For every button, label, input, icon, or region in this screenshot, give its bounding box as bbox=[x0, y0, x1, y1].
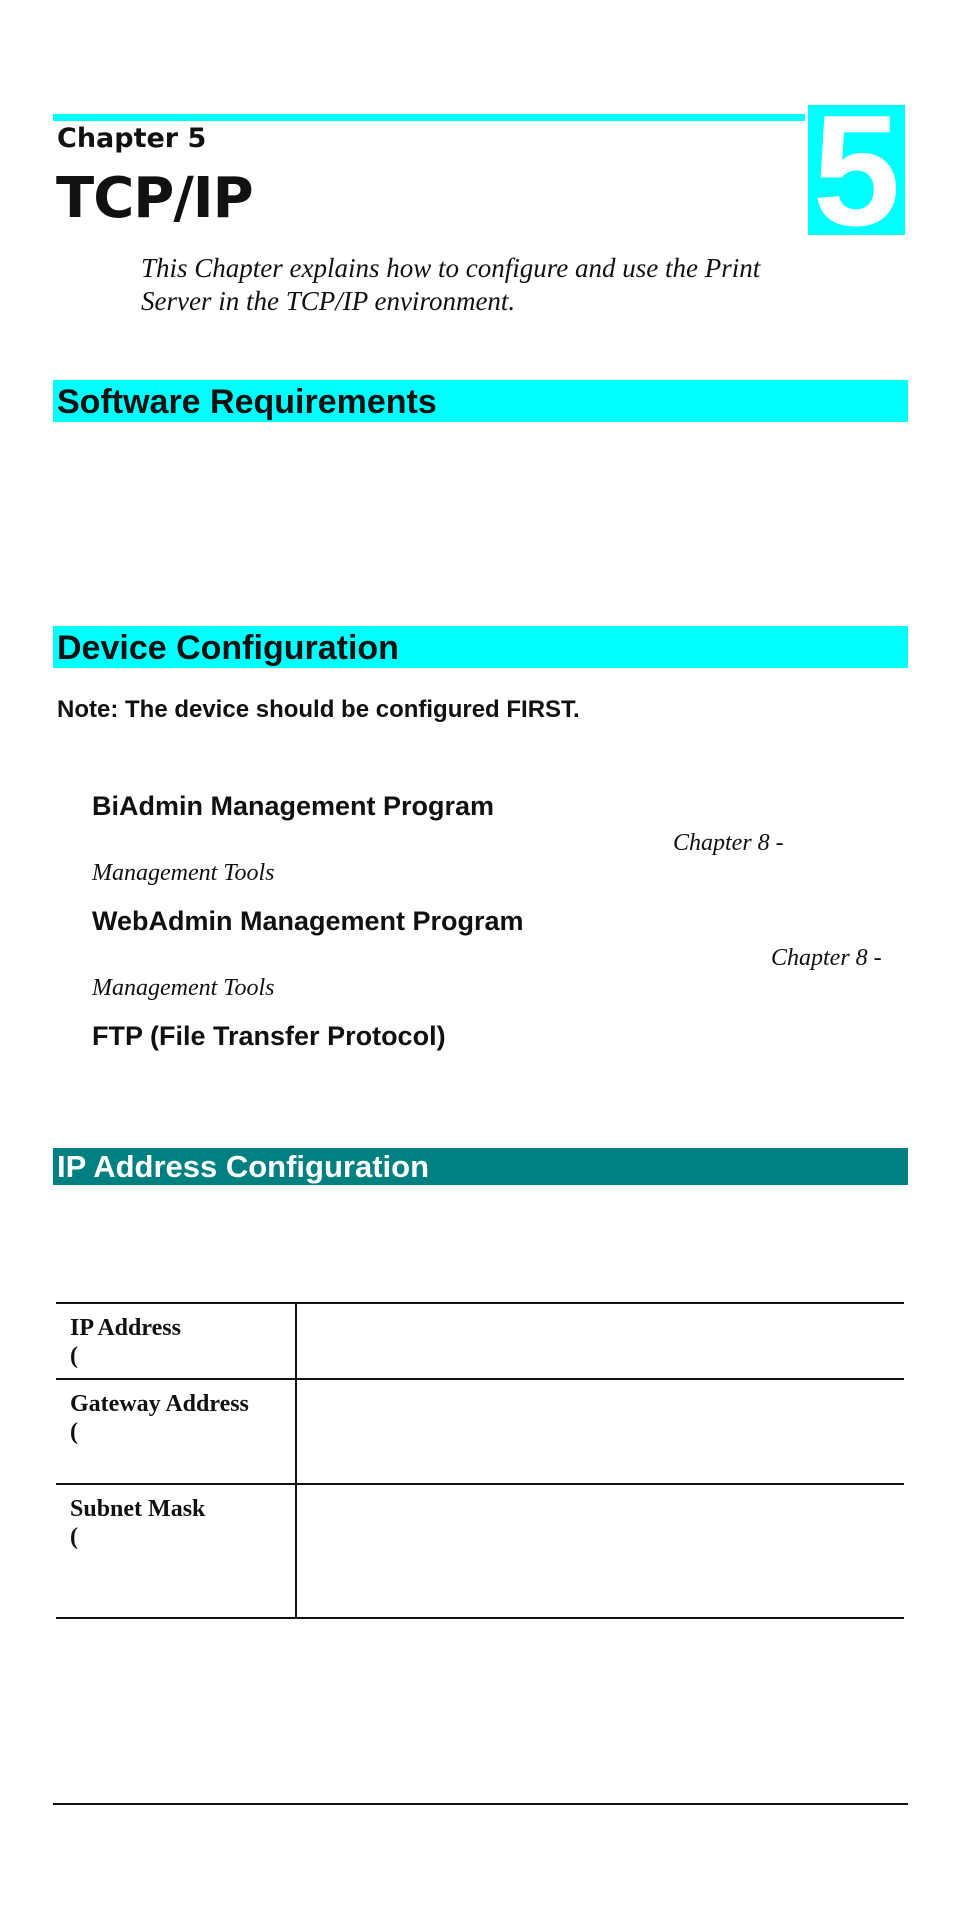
row-label-paren: ( bbox=[70, 1343, 78, 1369]
row-label: Gateway Address bbox=[70, 1391, 249, 1417]
table-cell-label bbox=[56, 1379, 296, 1484]
table-cell-label bbox=[56, 1303, 296, 1379]
row-label: Subnet Mask bbox=[70, 1496, 206, 1522]
chapter-title: TCP/IP bbox=[56, 166, 253, 231]
section-ip-address-configuration bbox=[53, 1148, 908, 1185]
row-label-paren: ( bbox=[70, 1419, 78, 1445]
device-config-note: Note: The device should be configured FIRST. bbox=[57, 696, 580, 723]
ip-settings-table bbox=[56, 1302, 904, 1619]
webadmin-ref-chapter: Chapter 8 - bbox=[771, 945, 882, 971]
section-title: Software Requirements bbox=[57, 383, 437, 421]
biadmin-ref-chapter: Chapter 8 - bbox=[673, 830, 784, 856]
ftp-heading: FTP (File Transfer Protocol) bbox=[92, 1021, 446, 1051]
chapter-top-rule bbox=[53, 114, 805, 121]
webadmin-ref-title: Management Tools bbox=[92, 975, 275, 1001]
biadmin-ref-title: Management Tools bbox=[92, 860, 275, 886]
page-bottom-rule bbox=[53, 1803, 908, 1805]
table-row bbox=[56, 1484, 904, 1618]
table-cell-value bbox=[296, 1303, 904, 1379]
row-label: IP Address bbox=[70, 1315, 181, 1341]
table-row bbox=[56, 1379, 904, 1484]
section-title: IP Address Configuration bbox=[57, 1149, 430, 1184]
table-cell-label bbox=[56, 1484, 296, 1618]
chapter-label: Chapter 5 bbox=[57, 123, 207, 154]
webadmin-heading: WebAdmin Management Program bbox=[92, 906, 524, 936]
biadmin-heading: BiAdmin Management Program bbox=[92, 791, 495, 821]
section-device-configuration bbox=[53, 626, 908, 668]
row-label-paren: ( bbox=[70, 1524, 78, 1550]
section-software-requirements bbox=[53, 380, 908, 422]
chapter-number: 5 bbox=[812, 105, 901, 235]
chapter-intro: This Chapter explains how to configure and use the Print Server in the TCP/IP environment. bbox=[141, 253, 761, 316]
section-title: Device Configuration bbox=[57, 629, 399, 667]
table-row bbox=[56, 1303, 904, 1379]
table-cell-value bbox=[296, 1484, 904, 1618]
table-cell-value bbox=[296, 1379, 904, 1484]
chapter-number-badge bbox=[808, 105, 905, 235]
